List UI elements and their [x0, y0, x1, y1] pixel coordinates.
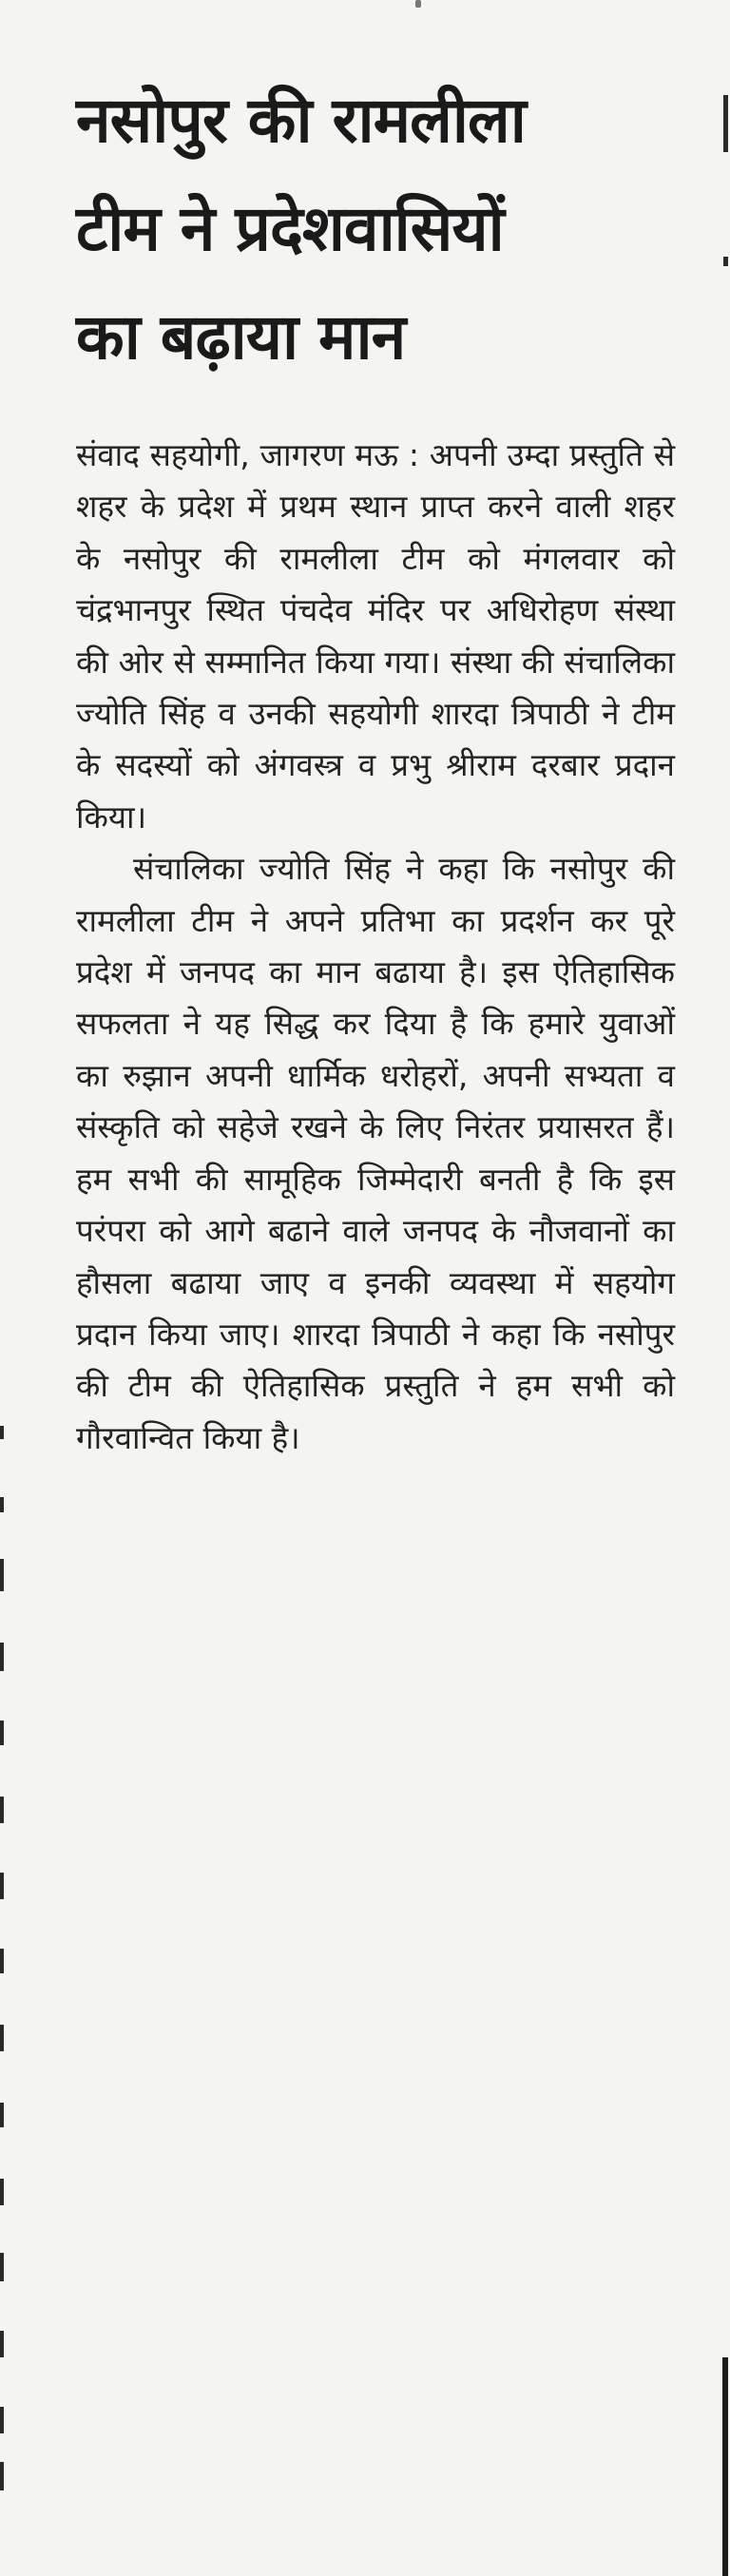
paragraph-1 — [76, 430, 675, 843]
fold-mark — [415, 0, 421, 8]
article-body — [76, 430, 675, 1464]
news-article — [76, 67, 675, 1464]
headline-line-1: नसोपुर की रामलीला — [76, 84, 526, 157]
article-headline — [76, 67, 675, 392]
headline-line-2: टीम ने प्रदेशवासियों — [76, 192, 504, 265]
paragraph-1-text: अपनी उम्दा प्रस्तुति से शहर के प्रदेश में प्रथम स्थान प्राप्त करने वाली शहर के नसोपुर की रामलीला टीम को मंगलवार को चंद्रभानपुर स्थित पंचदेव मंदिर पर अधिरोहण संस्था की ओर से सम्मानित किया गया। संस्था की संचालिका ज्योति सिंह व उनकी सहयोगी शारदा त्रिपाठी ने टीम के सदस्यों को अंगवस्त्र व प्रभु श्रीराम दरबार प्रदान किया। — [76, 436, 676, 836]
dateline: संवाद सहयोगी, जागरण मऊ : — [76, 436, 419, 473]
adjacent-column-edge-right — [720, 67, 730, 2576]
adjacent-column-edge-left — [0, 1407, 6, 2500]
headline-line-3: का बढ़ाया मान — [76, 300, 406, 374]
paragraph-2: संचालिका ज्योति सिंह ने कहा कि नसोपुर की रामलीला टीम ने अपने प्रतिभा का प्रदर्शन कर पूरे प्रदेश में जनपद का मान बढाया है। इस ऐतिहासिक सफलता ने यह सिद्ध कर दिया है कि हमारे युवाओं का रुझान अपनी धार्मिक धरोहरों, अपनी सभ्यता व संस्कृति को सहेजे रखने के लिए निरंतर प्रयासरत हैं। हम सभी की सामूहिक जिम्मेदारी बनती है कि इस परंपरा को आगे बढाने वाले जनपद के नौजवानों का हौसला बढाया जाए व इनकी व्यवस्था में सहयोग प्रदान किया जाए। शारदा त्रिपाठी ने कहा कि नसोपुर की टीम की ऐतिहासिक प्रस्तुति ने हम सभी को गौरवान्वित किया है। — [76, 850, 675, 1456]
